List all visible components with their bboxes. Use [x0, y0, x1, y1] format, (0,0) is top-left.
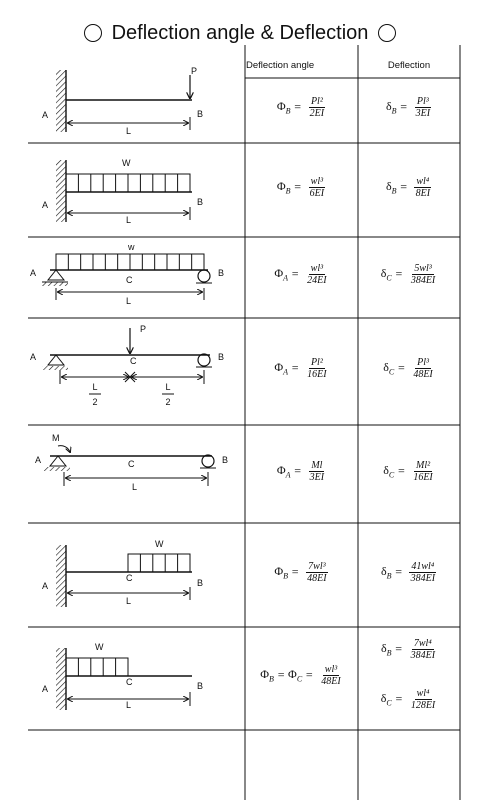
denominator: 8EI: [415, 188, 431, 199]
table-grid: [28, 45, 460, 800]
label-half-d: 2: [92, 397, 98, 407]
symbol: $\Phi_B$: [276, 99, 291, 116]
deflection-formula: $\delta_B$ = $\frac{\text{7wl⁴}}{384EI}$: [380, 638, 436, 661]
label-c: C: [130, 356, 137, 366]
label-load: P: [191, 66, 198, 76]
numerator: wl⁴: [416, 176, 430, 187]
denominator: 48EI: [321, 676, 341, 687]
label-l: L: [126, 700, 132, 710]
deflection-angle-formula: $\Phi_A$ = $\frac{\text{Pl²}}{16EI}$: [274, 357, 327, 380]
numerator: wl³: [324, 664, 338, 675]
denominator: 24EI: [307, 275, 327, 286]
denominator: 384EI: [410, 573, 436, 584]
denominator: 3EI: [309, 472, 325, 483]
label-half-l: L: [165, 382, 171, 392]
numerator: 7wl⁴: [413, 638, 432, 649]
deflection-angle-formula: $\Phi_B$ = $\frac{\text{7wl³}}{48EI}$: [274, 561, 327, 584]
label-load: w: [128, 242, 135, 252]
symbol: $\Phi_B$: [274, 564, 289, 581]
deflection-formula: $\delta_C$ = $\frac{\text{wl⁴}}{128EI}$: [380, 688, 436, 711]
deflection-formula: $\delta_C$ = $\frac{\text{5wl³}}{384EI}$: [380, 263, 436, 286]
label-a: A: [35, 455, 42, 465]
label-l: L: [126, 215, 132, 225]
deflection-formula: $\delta_C$ = $\frac{\text{Ml²}}{16EI}$: [383, 460, 433, 483]
symbol: $\delta_B$: [380, 564, 392, 581]
numerator: wl³: [310, 263, 324, 274]
numerator: wl⁴: [416, 688, 430, 699]
label-load: M: [52, 433, 60, 443]
numerator: Pl³: [417, 357, 429, 368]
numerator: 41wl⁴: [411, 561, 435, 572]
symbol: $\delta_C$: [383, 360, 395, 377]
deflection-angle-formula: $\Phi_B = \Phi_C$ = $\frac{\text{wl³}}{48EI}$: [260, 664, 341, 687]
page-title: Deflection angle & Deflection: [111, 21, 369, 44]
beam-diagram-2: [56, 160, 192, 222]
deflection-formula: $\delta_C$ = $\frac{\text{Pl³}}{48EI}$: [383, 357, 433, 380]
label-load: W: [155, 539, 164, 549]
symbol: $\Phi_A$: [276, 463, 291, 480]
beam-diagram-7: [56, 648, 192, 710]
label-l: L: [126, 126, 132, 136]
numerator: 7wl³: [308, 561, 326, 572]
numerator: Ml: [311, 460, 323, 471]
label-a: A: [42, 581, 49, 591]
label-a: A: [42, 110, 49, 120]
beam-diagram-1: [56, 70, 192, 132]
label-c: C: [126, 573, 133, 583]
label-b: B: [197, 578, 204, 588]
label-c: C: [126, 275, 133, 285]
denominator: 16EI: [307, 369, 327, 380]
numerator: wl³: [310, 176, 324, 187]
symbol: $\delta_B$: [385, 179, 397, 196]
denominator: 3EI: [415, 108, 431, 119]
beam-diagram-6: [56, 545, 192, 607]
denominator: 2EI: [309, 108, 325, 119]
label-b: B: [197, 109, 204, 119]
deflection-angle-formula: $\Phi_A$ = $\frac{\text{wl³}}{24EI}$: [274, 263, 327, 286]
label-l: L: [132, 482, 138, 492]
label-a: A: [30, 352, 37, 362]
label-b: B: [197, 681, 204, 691]
denominator: 384EI: [410, 275, 436, 286]
numerator: Pl²: [310, 357, 323, 368]
denominator: 128EI: [410, 700, 436, 711]
label-c: C: [126, 677, 133, 687]
deflection-formula: $\delta_B$ = $\frac{\text{41wl⁴}}{384EI}$: [380, 561, 436, 584]
label-b: B: [218, 268, 225, 278]
deflection-angle-formula: $\Phi_B$ = $\frac{\text{Pl²}}{2EI}$: [276, 96, 325, 119]
header-angle: Deflection angle: [246, 60, 315, 71]
beam-diagram-4: [42, 328, 212, 394]
deflection-angle-formula: $\Phi_A$ = $\frac{Ml}{3EI}$: [276, 460, 325, 483]
symbol: $\delta_B$: [385, 99, 397, 116]
label-a: A: [42, 200, 49, 210]
symbol: $\Phi_A$: [274, 360, 289, 377]
label-load: P: [140, 324, 147, 334]
deflection-angle-formula: $\Phi_B$ = $\frac{\text{wl³}}{6EI}$: [276, 176, 325, 199]
label-a: A: [42, 684, 49, 694]
denominator: 6EI: [309, 188, 325, 199]
deflection-formula: $\delta_B$ = $\frac{\text{Pl³}}{3EI}$: [385, 96, 431, 119]
symbol: $\delta_C$: [380, 691, 392, 708]
label-l: L: [126, 596, 132, 606]
denominator: 48EI: [307, 573, 327, 584]
label-b: B: [197, 197, 204, 207]
label-load: W: [122, 158, 131, 168]
symbol: $\Phi_B$: [276, 179, 291, 196]
numerator: Pl²: [310, 96, 323, 107]
denominator: 384EI: [410, 650, 436, 661]
numerator: Ml²: [416, 460, 431, 471]
label-l: L: [126, 296, 132, 306]
header-deflection: Deflection: [387, 60, 431, 71]
symbol: $\delta_C$: [383, 463, 395, 480]
symbol: $\delta_B$: [380, 641, 392, 658]
label-half-l: L: [92, 382, 98, 392]
deflection-formula: $\delta_B$ = $\frac{\text{wl⁴}}{8EI}$: [385, 176, 431, 199]
label-a: A: [30, 268, 37, 278]
symbol: $\Phi_A$: [274, 266, 289, 283]
label-load: W: [95, 642, 104, 652]
numerator: 5wl³: [414, 263, 432, 274]
symbol: $\Phi_C$: [288, 667, 303, 684]
label-c: C: [128, 459, 135, 469]
denominator: 16EI: [413, 472, 433, 483]
label-b: B: [222, 455, 229, 465]
label-b: B: [218, 352, 225, 362]
label-half-d: 2: [165, 397, 171, 407]
symbol: $\Phi_B$: [260, 667, 274, 684]
numerator: Pl³: [416, 96, 429, 107]
denominator: 48EI: [413, 369, 433, 380]
symbol: $\delta_C$: [380, 266, 392, 283]
